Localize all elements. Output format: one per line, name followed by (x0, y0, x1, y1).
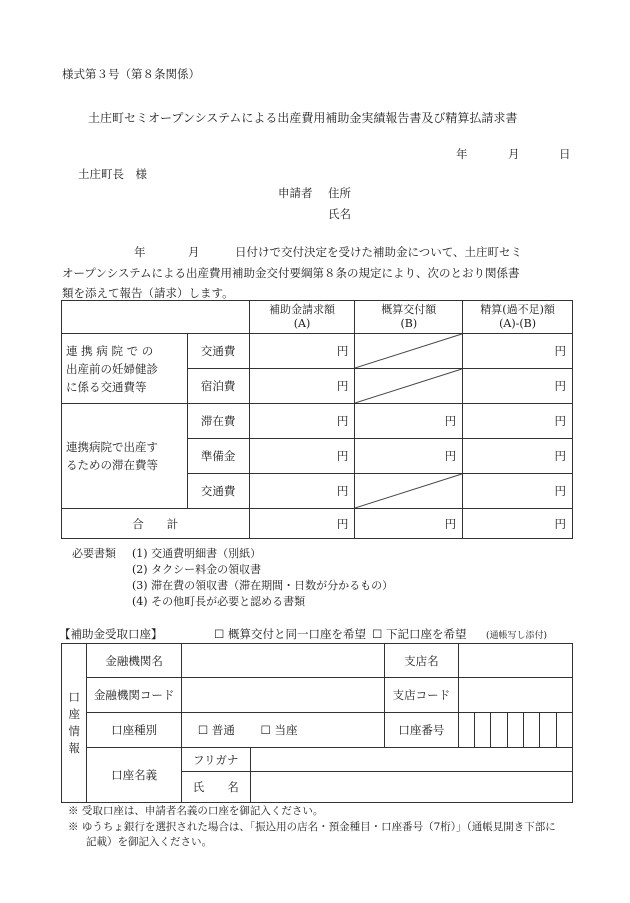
body-line2: オープンシステムによる出産費用補助金交付要綱第８条の規定により、次のとおり関係書 (62, 266, 520, 280)
furigana-label: フリガナ (181, 748, 250, 772)
row-item: 宿泊費 (187, 369, 249, 404)
row-item: 交通費 (187, 474, 249, 509)
row-item: 滞在費 (187, 404, 249, 439)
cell-a[interactable]: 円 (249, 404, 355, 439)
account-type-label: 口座種別 (87, 713, 181, 748)
required-doc-item: (4) その他町長が必要と認める書類 (132, 595, 306, 608)
note-2: ※ ゆうちょ銀行を選択された場合は、「振込用の店名・預金種目・口座番号（7桁）」（通帳見開き下部に (68, 821, 556, 833)
account-number-digit[interactable] (507, 713, 523, 748)
form-number: 様式第３号（第８条関係） (62, 67, 200, 81)
account-holder-label: 口座名義 (87, 748, 181, 803)
date-year: 年 (456, 147, 468, 161)
type-ordinary-checkbox[interactable]: ☐ 普通 (197, 723, 235, 737)
expense-table (61, 300, 573, 539)
date-month: 月 (508, 147, 520, 161)
body-month: 月 (188, 245, 200, 259)
bank-code-field[interactable] (181, 678, 384, 713)
body-year: 年 (134, 245, 146, 259)
account-number-label: 口座番号 (385, 713, 458, 748)
cell-a[interactable]: 円 (249, 474, 355, 509)
applicant-label: 申請者 (278, 186, 313, 200)
applicant-name-label: 氏名 (328, 207, 351, 221)
bank-name-field[interactable] (181, 644, 384, 678)
body-line3: 類を添えて報告（請求）します。 (62, 286, 234, 300)
cell-c[interactable]: 円 (463, 474, 573, 509)
holder-name-field[interactable] (250, 772, 572, 803)
required-doc-item: (1) 交通費明細書（別紙） (132, 547, 262, 560)
header-col-c: 精算(過不足)額 (A)-(B) (463, 301, 573, 334)
cell-c[interactable]: 円 (463, 334, 573, 369)
branch-name-label: 支店名 (385, 644, 458, 678)
header-blank (62, 301, 250, 334)
total-b[interactable]: 円 (355, 509, 463, 539)
type-current-checkbox[interactable]: ☐ 当座 (260, 723, 298, 737)
required-doc-item: (2) タクシー料金の領収書 (132, 563, 262, 576)
bank-name-label: 金融機関名 (87, 644, 181, 678)
total-label: 合 計 (62, 509, 250, 539)
account-number-digit[interactable] (556, 713, 572, 748)
branch-code-field[interactable] (458, 678, 572, 713)
applicant-address-label: 住所 (328, 186, 351, 200)
body-line1: 日付けで交付決定を受けた補助金について、土庄町セミ (235, 245, 523, 259)
account-number-digit[interactable] (458, 713, 474, 748)
required-doc-item: (3) 滞在費の領収書（滞在期間・日数が分かるもの） (132, 579, 394, 592)
header-col-b: 概算交付額 (B) (355, 301, 463, 334)
cell-b[interactable]: 円 (355, 439, 463, 474)
cell-a[interactable]: 円 (249, 369, 355, 404)
note-2-cont: 記載）を御記入ください。 (86, 836, 212, 848)
cell-c[interactable]: 円 (463, 404, 573, 439)
branch-name-field[interactable] (458, 644, 572, 678)
account-type-options[interactable] (181, 713, 384, 748)
total-a[interactable]: 円 (249, 509, 355, 539)
page-title: 土庄町セミオープンシステムによる出産費用補助金実績報告書及び精算払請求書 (88, 111, 518, 125)
option-note: (通帳写し添付) (486, 631, 548, 641)
option-below-account[interactable]: ☐ 下記口座を希望 (372, 627, 467, 641)
row-item: 交通費 (187, 334, 249, 369)
row-item: 準備金 (187, 439, 249, 474)
date-day: 日 (559, 147, 571, 161)
cell-c[interactable]: 円 (463, 439, 573, 474)
cell-b[interactable]: 円 (355, 404, 463, 439)
holder-name-label: 氏 名 (181, 772, 250, 803)
account-number-digit[interactable] (540, 713, 556, 748)
group-checkup-travel: 連 携 病 院 で の 出産前の妊婦健診 に係る交通費等 (62, 334, 188, 404)
header-col-a: 補助金請求額 (A) (249, 301, 355, 334)
cell-c[interactable]: 円 (463, 369, 573, 404)
cell-b-slashed (355, 474, 463, 509)
account-info-side-label: 口 座 情 報 (62, 644, 87, 803)
group-stay-costs: 連携病院で出産す るための滞在費等 (62, 404, 188, 509)
branch-code-label: 支店コード (385, 678, 458, 713)
cell-a[interactable]: 円 (249, 334, 355, 369)
bank-code-label: 金融機関コード (87, 678, 181, 713)
option-same-account[interactable]: ☐ 概算交付と同一口座を希望 (214, 627, 366, 641)
cell-b-slashed (355, 369, 463, 404)
addressee: 土庄町長 様 (78, 167, 147, 181)
account-heading: 【補助金受取口座】 (59, 627, 163, 641)
account-number-digit[interactable] (491, 713, 507, 748)
total-c[interactable]: 円 (463, 509, 573, 539)
required-docs-label: 必要書類 (72, 547, 116, 560)
account-number-digit[interactable] (523, 713, 539, 748)
cell-a[interactable]: 円 (249, 439, 355, 474)
furigana-field[interactable] (250, 748, 572, 772)
note-1: ※ 受取口座は、申請者名義の口座を御記入ください。 (68, 805, 324, 817)
cell-b-slashed (355, 334, 463, 369)
account-table (61, 643, 573, 803)
account-number-digit[interactable] (474, 713, 490, 748)
